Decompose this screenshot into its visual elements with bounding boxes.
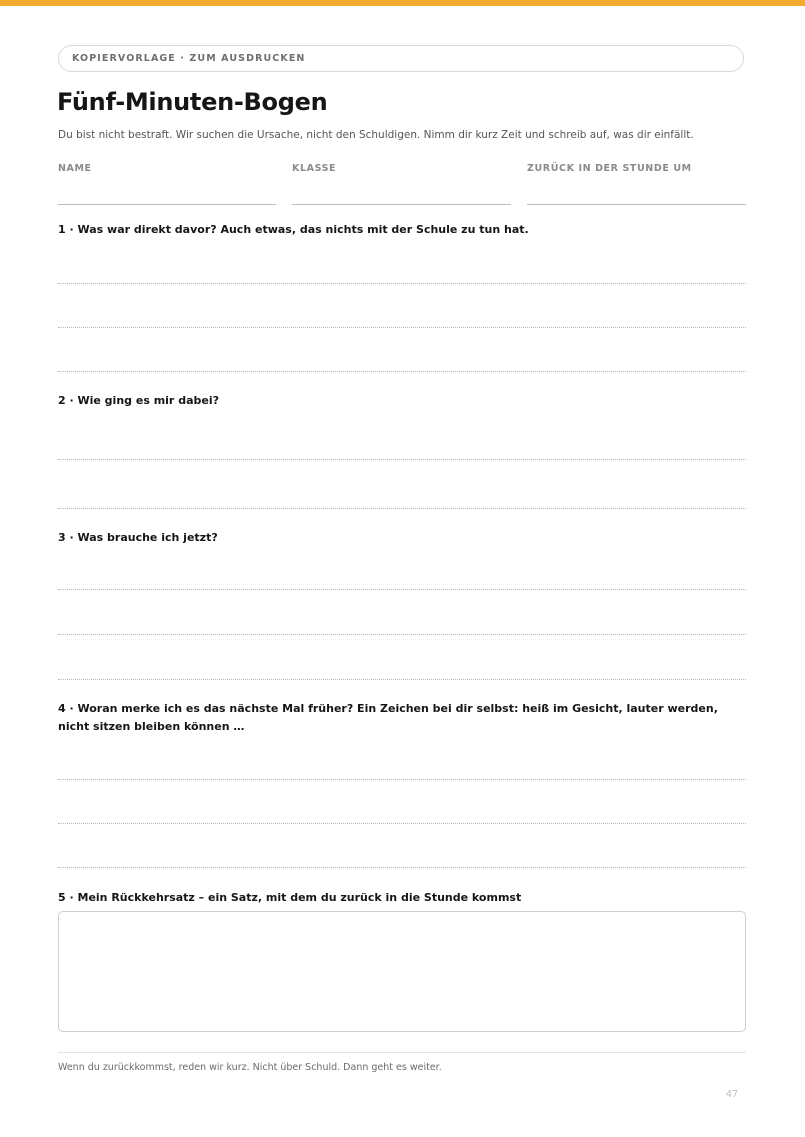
- accent-bar: [0, 0, 805, 6]
- return-time-field[interactable]: [527, 163, 692, 174]
- answer-line[interactable]: [58, 508, 746, 509]
- class-line[interactable]: [292, 204, 511, 205]
- question-3: 3 · Was brauche ich jetzt?: [58, 531, 218, 544]
- answer-line[interactable]: [58, 283, 746, 284]
- class-label: KLASSE: [292, 163, 337, 174]
- answer-line[interactable]: [58, 459, 746, 460]
- name-label: NAME: [58, 163, 92, 174]
- name-field[interactable]: [58, 163, 92, 174]
- question-5: 5 · Mein Rückkehrsatz – ein Satz, mit dem du zurück in die Stunde kommst: [58, 891, 522, 904]
- answer-line[interactable]: [58, 779, 746, 780]
- name-line[interactable]: [58, 204, 276, 205]
- question-1: 1 · Was war direkt davor? Auch etwas, das nichts mit der Schule zu tun hat.: [58, 223, 529, 236]
- page-title: Fünf-Minuten-Bogen: [57, 88, 328, 116]
- page-subtitle: Du bist nicht bestraft. Wir suchen die Ursache, nicht den Schuldigen. Nimm dir kurz Zeit und schreib auf, was dir einfällt.: [58, 129, 694, 141]
- answer-line[interactable]: [58, 823, 746, 824]
- return-time-line[interactable]: [527, 204, 746, 205]
- footer-note: Wenn du zurückkommst, reden wir kurz. Nicht über Schuld. Dann geht es weiter.: [58, 1062, 442, 1073]
- return-time-label: ZURÜCK IN DER STUNDE UM: [527, 163, 692, 174]
- return-sentence-box[interactable]: [58, 911, 746, 1032]
- answer-line[interactable]: [58, 679, 746, 680]
- answer-line[interactable]: [58, 371, 746, 372]
- answer-line[interactable]: [58, 634, 746, 635]
- template-tag: KOPIERVORLAGE · ZUM AUSDRUCKEN: [58, 45, 744, 72]
- question-2: 2 · Wie ging es mir dabei?: [58, 394, 219, 407]
- answer-line[interactable]: [58, 589, 746, 590]
- question-4: 4 · Woran merke ich es das nächste Mal früher? Ein Zeichen bei dir selbst: heiß im Gesicht, lauter werden, nicht sitzen bleiben können …: [58, 702, 718, 733]
- answer-line[interactable]: [58, 867, 746, 868]
- page-number: 47: [726, 1089, 739, 1100]
- footer-divider: [58, 1052, 746, 1053]
- answer-line[interactable]: [58, 327, 746, 328]
- class-field[interactable]: [292, 163, 336, 174]
